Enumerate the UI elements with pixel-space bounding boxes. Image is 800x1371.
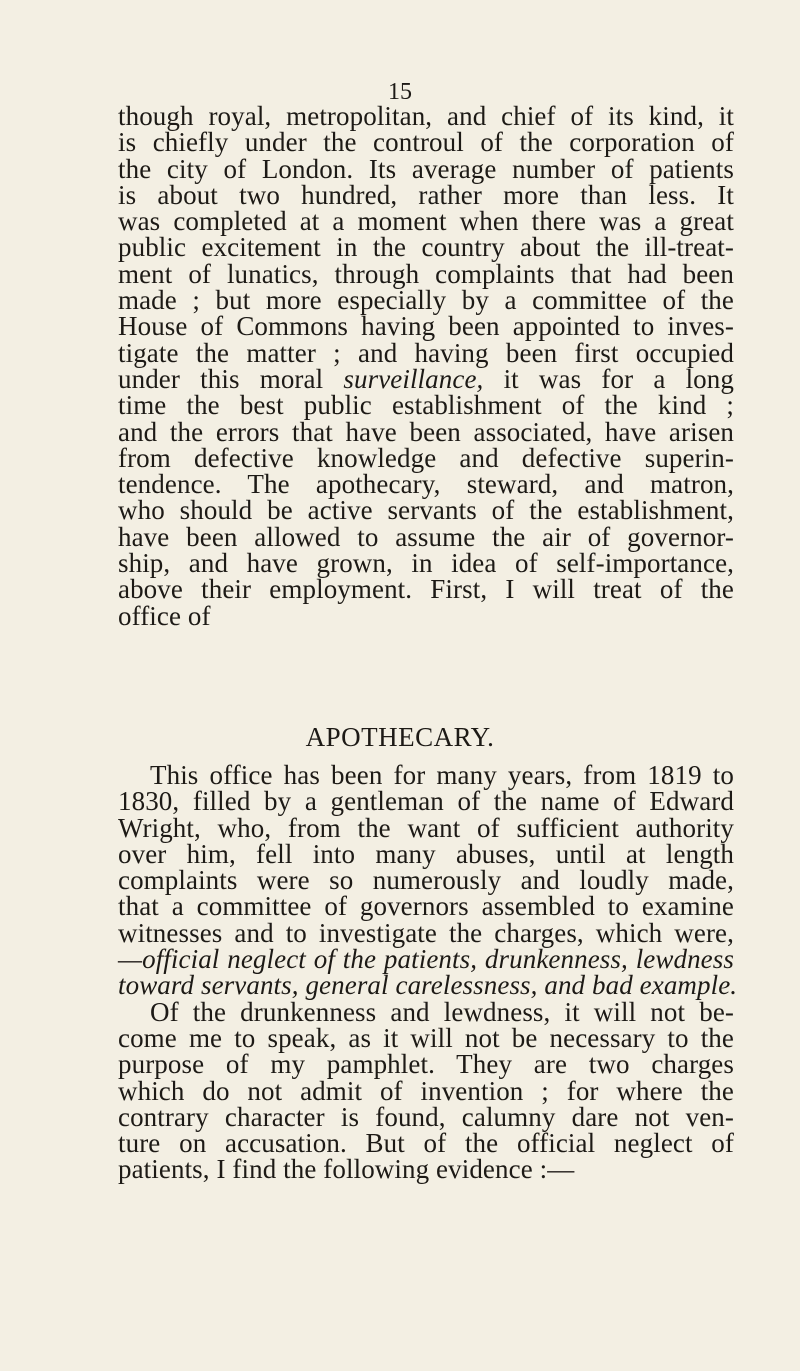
text-line: from defective knowledge and defective superin- bbox=[118, 442, 734, 473]
text-line bbox=[118, 363, 734, 394]
text-line: ment of lunatics, through complaints that had been bbox=[118, 258, 734, 289]
text-line: tigate the matter ; and having been first occupied bbox=[118, 337, 734, 368]
text-line: office of bbox=[118, 600, 211, 631]
text-line: House of Commons having been appointed to inves- bbox=[118, 311, 734, 342]
text-line: public excitement in the country about the ill-treat- bbox=[118, 232, 734, 263]
text-line: time the best public establishment of the kind ; bbox=[118, 390, 734, 421]
text-line: and the errors that have been associated, have arisen bbox=[118, 416, 734, 447]
text-line: ship, and have grown, in idea of self-importance, bbox=[118, 548, 734, 579]
text-line: ture on accusation. But of the official neglect of bbox=[118, 1128, 734, 1159]
text-line: purpose of my pamphlet. They are two charges bbox=[118, 1049, 734, 1080]
text-line-italic: toward servants, general carelessness, and bad example. bbox=[118, 970, 738, 1001]
text-line: who should be active servants of the establishment, bbox=[118, 495, 734, 526]
text-line: tendence. The apothecary, steward, and matron, bbox=[118, 469, 734, 500]
text-line: is chiefly under the controul of the corporation of bbox=[118, 127, 734, 158]
text-line: Wright, who, from the want of sufficient authority bbox=[118, 812, 734, 843]
text-line: Of the drunkenness and lewdness, it will not be- bbox=[150, 996, 734, 1027]
text-line: 1830, filled by a gentleman of the name of Edward bbox=[118, 786, 734, 817]
text-segment: under this moral bbox=[118, 363, 324, 394]
text-line: made ; but more especially by a committee of the bbox=[118, 285, 734, 316]
text-line: was completed at a moment when there was a great bbox=[118, 206, 734, 237]
text-line: contrary character is found, calumny dare not ven- bbox=[118, 1101, 734, 1132]
text-line: the city of London. Its average number of patients bbox=[118, 153, 734, 184]
paragraph-apothecary bbox=[118, 760, 738, 1185]
text-line: patients, I find the following evidence :— bbox=[118, 1154, 575, 1185]
italic-word: surveillance, bbox=[343, 363, 484, 394]
text-line: come me to speak, as it will not be necessary to the bbox=[118, 1022, 734, 1053]
text-line: complaints were so numerously and loudly made, bbox=[118, 865, 734, 896]
text-line: though royal, metropolitan, and chief of its kind, it bbox=[118, 101, 734, 131]
text-line: over him, fell into many abuses, until at length bbox=[118, 838, 734, 869]
text-segment: it was for a long bbox=[503, 363, 734, 394]
text-line: have been allowed to assume the air of governor- bbox=[118, 521, 734, 552]
paragraph-intro bbox=[118, 103, 734, 629]
text-line-italic: —official neglect of the patients, drunkenness, lewdness bbox=[118, 944, 734, 975]
text-line: is about two hundred, rather more than less. It bbox=[118, 179, 734, 210]
text-line: witnesses and to investigate the charges, which were, bbox=[118, 917, 734, 948]
section-heading: APOTHECARY. bbox=[305, 722, 495, 752]
text-line: This office has been for many years, from 1819 to bbox=[150, 760, 734, 790]
text-line: which do not admit of invention ; for where the bbox=[118, 1075, 734, 1106]
page-number: 15 bbox=[388, 79, 412, 105]
text-line: above their employment. First, I will treat of the bbox=[118, 574, 734, 605]
text-line: that a committee of governors assembled to examine bbox=[118, 891, 734, 922]
